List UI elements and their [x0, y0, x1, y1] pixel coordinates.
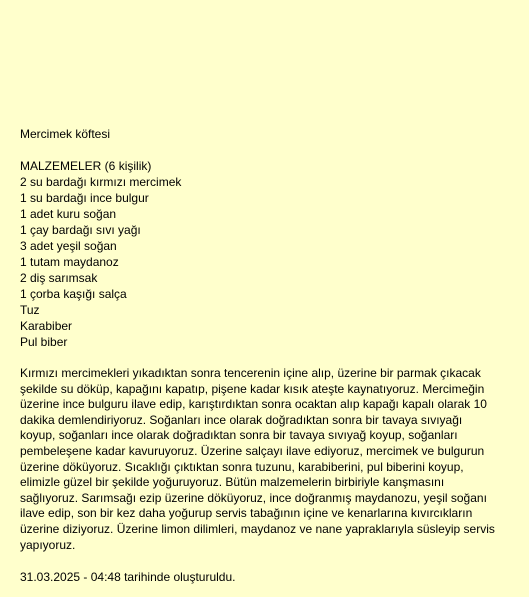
- ingredient-item: 1 tutam maydanoz: [20, 255, 119, 269]
- recipe-instructions: Kırmızı mercimekleri yıkadıktan sonra tencerenin içine alıp, üzerine bir parmak çıkacak şekilde su döküp, kapağını kapatıp, pişene kadar kısık ateşte kaynatıyoruz. Mercimeğin üzerine ince bulguru ilave edip, karıştırdıktan sonra ocaktan alıp kapağı kapalı olarak 10 dakika demlendiriyoruz. Soğanları ince olarak doğradıktan sonra bir tavaya sıvıyağı koyup, soğanları ince olarak doğradıktan sonra bir tavaya sıvıyağ koyup, soğanları pembeleşene kadar kavuruyoruz. Üzerine salçayı ilave ediyoruz, mercimek ve bulgurun üzerine döküyoruz. Sıcaklığı çıktıktan sonra tuzunu, karabiberini, pul biberini koyup, elimizle güzel bir şekilde yoğuruyoruz. Bütün malzemelerin birbiriyle kanşmasını sağlıyoruz. Sarımsağı ezip üzerine döküyoruz, ince doğranmış maydanozu, yeşil soğanı ilave edip, son bir kez daha yoğurup servis tabağının içine ve kenarlarına kıvırcıkların üzerine diziyoruz. Üzerine limon dilimleri, maydanoz ve nane yapraklarıyla süsleyip servis yapıyoruz.: [20, 366, 495, 552]
- ingredient-item: 1 çorba kaşığı salça: [20, 287, 127, 301]
- ingredient-item: 2 su bardağı kırmızı mercimek: [20, 175, 182, 189]
- ingredients-list: [20, 174, 515, 350]
- ingredient-item: 1 çay bardağı sıvı yağı: [20, 223, 141, 237]
- spacer: [20, 350, 515, 366]
- ingredient-item: 1 su bardağı ince bulgur: [20, 191, 149, 205]
- ingredient-item: 3 adet yeşil soğan: [20, 239, 117, 253]
- spacer: [20, 142, 515, 158]
- ingredient-item: Karabiber: [20, 319, 73, 333]
- recipe-title: Mercimek köftesi: [20, 127, 111, 141]
- ingredient-item: 2 diş sarımsak: [20, 271, 98, 285]
- ingredient-item: Tuz: [20, 303, 40, 317]
- ingredients-heading: MALZEMELER (6 kişilik): [20, 159, 152, 173]
- created-timestamp: 31.03.2025 - 04:48 tarihinde oluşturuldu.: [20, 570, 236, 585]
- spacer: [20, 553, 515, 569]
- ingredient-item: Pul biber: [20, 335, 68, 349]
- ingredient-item: 1 adet kuru soğan: [20, 207, 117, 221]
- recipe-content: [20, 126, 515, 585]
